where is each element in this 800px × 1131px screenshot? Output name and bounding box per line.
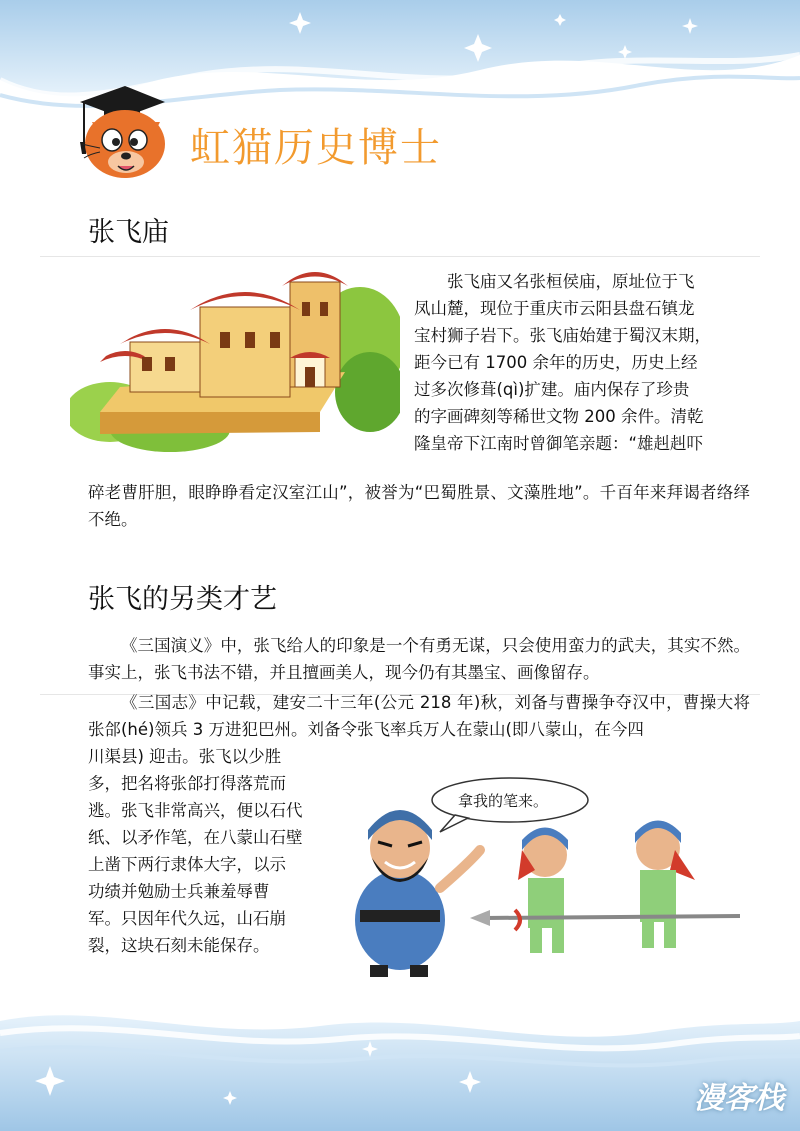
paragraph-line: 纸、以矛作笔，在八蒙山石壁: [88, 828, 303, 847]
paragraph-line: 张飞庙又名张桓侯庙，原址位于飞: [447, 272, 695, 291]
speech-bubble-text: 拿我的笔来。: [458, 792, 549, 810]
paragraph-line: 裂，这块石刻未能保存。: [88, 936, 270, 955]
paragraph-line: 凤山麓，现位于重庆市云阳县盘石镇龙: [414, 299, 695, 318]
paragraph-line: 军。只因年代久远，山石崩: [88, 909, 286, 928]
paragraph-line: 上凿下两行隶体大字，以示: [88, 855, 286, 874]
cat-mascot-icon: [70, 82, 190, 192]
page-header-title: 虹猫历史博士: [190, 125, 442, 171]
page-header: [70, 82, 490, 192]
bottom-wave-decoration: [0, 981, 800, 1131]
paragraph-line: 功绩并勉励士兵兼羞辱曹: [88, 882, 270, 901]
paragraph-line: 距今已有 1700 余年的历史，历史上经: [414, 353, 698, 372]
temple-description-upper: [414, 268, 750, 457]
temple-description-lower: 碎老曹肝胆，眼睁睁看定汉室江山”，被誉为“巴蜀胜景、文藻胜地”。千百年来拜谒者络绎不绝。: [88, 483, 750, 529]
watermark-logo: 漫客栈: [694, 1081, 784, 1116]
section-divider: [40, 256, 760, 257]
talents-paragraph-1: 《三国演义》中，张飞给人的印象是一个有勇无谋，只会使用蛮力的武夫，其实不然。事实上，张飞书法不错，并且擅画美人，现今仍有其墨宝、画像留存。: [88, 636, 750, 682]
paragraph-line: 多，把名将张郃打得落荒而: [88, 774, 286, 793]
paragraph-line: 川渠县) 迎击。张飞以少胜: [88, 747, 282, 766]
paragraph-line: 逃。张飞非常高兴，便以石代: [88, 801, 303, 820]
temple-illustration: [70, 262, 400, 452]
talents-paragraph-2: 《三国志》中记载，建安二十三年(公元 218 年)秋，刘备与曹操争夺汉中，曹操大将张郃(hé)领兵 3 万进犯巴州。刘备令张飞率兵万人在蒙山(即八蒙山，在今四: [88, 693, 750, 739]
paragraph-line: 的字画碑刻等稀世文物 200 余件。清乾: [414, 407, 704, 426]
paragraph-line: 过多次修葺(qì)扩建。庙内保存了珍贵: [414, 380, 690, 399]
talents-paragraph-2-continued: [88, 743, 320, 959]
paragraph-line: 宝村狮子岩下。张飞庙始建于蜀汉末期，: [414, 326, 711, 345]
section-title-zhangfei-talents: 张飞的另类才艺: [88, 584, 277, 615]
paragraph-line: 隆皇帝下江南时曾御笔亲题：“雄赳赳吓: [414, 434, 704, 453]
section-title-zhangfei-temple: 张飞庙: [88, 217, 169, 248]
